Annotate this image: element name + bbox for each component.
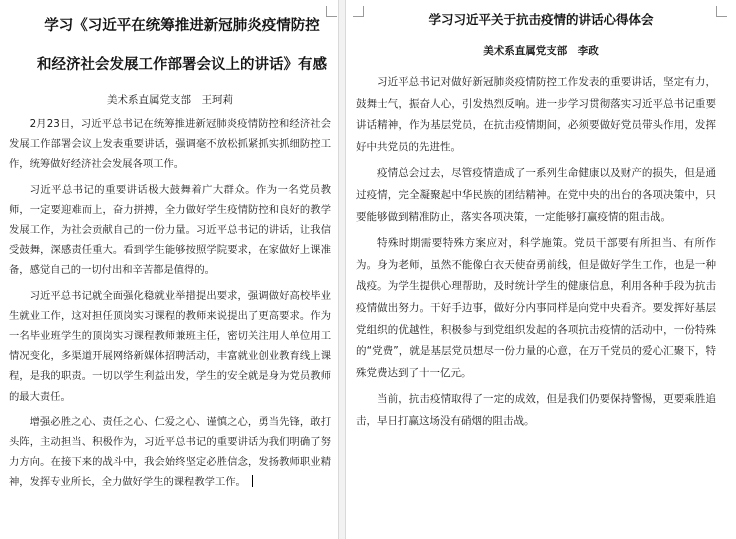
left-paragraph-4-text: 增强必胜之心、责任之心、仁爱之心、谨慎之心，勇当先锋，敢打头阵，主动担当、积极作为，习近平总书记的重要讲话为我们明确了努力方向。在接下来的战斗中，我会始终坚定必胜信念，发扬教师职业精神，发挥专业所长，全力做好学生的课程教学工作。 [9, 415, 331, 489]
left-paragraph-1: 2月23日，习近平总书记在统筹推进新冠肺炎疫情防控和经济社会发展工作部署会议上发表重要讲话，强调毫不放松抓紧抓实抓细防控工作，统筹做好经济社会发展各项工作。 [9, 118, 331, 171]
right-body[interactable] [356, 72, 716, 438]
page-gutter [338, 0, 346, 539]
right-paragraph-3: 特殊时期需要特殊方案应对，科学施策。党员干部要有所担当、有所作为。身为老师，虽然不能像白衣天使奋勇前线，但是做好学生工作，也是一种战疫。为学生提供心理帮助，及时统计学生的健康信息，利用各种手段为抗击疫情做出努力。干好手边事，做好分内事同样是向党中央看齐。要发挥好基层党组织的优越性，积极参与到党组织发起的各项抗击疫情的活动中，一份特殊的“党费”，就是基层党员想尽一份力量的心意，在万千党员的爱心汇聚下，特殊党费达到了十一亿元。 [356, 237, 716, 379]
right-author: 美术系直属党支部 李政 [483, 45, 599, 57]
right-paragraph-4: 当前，抗击疫情取得了一定的成效，但是我们仍要保持警惕，更要乘胜追击，早日打赢这场没有硝烟的阻击战。 [356, 393, 716, 427]
right-paragraph-1: 习近平总书记对做好新冠肺炎疫情防控工作发表的重要讲话，坚定有力，鼓舞士气，振奋人心，引发热烈反响。进一步学习贯彻落实习近平总书记重要讲话精神，作为基层党员，在抗击疫情期间，必须要做好党员带头作用，发挥好中共党员的先进性。 [356, 76, 716, 153]
left-paragraph-2: 习近平总书记的重要讲话极大鼓舞着广大群众。作为一名党员教师，一定要迎难而上，奋力拼搏，全力做好学生疫情防控和良好的教学发展工作，为社会贡献自己的一份力量。习近平总书记的讲话，让我信受鼓舞，深感责任重大。看到学生能够按照学院要求，在家做好上课准备，感觉自己的一切付出和辛苦都是值得的。 [9, 183, 331, 277]
left-title-line-1: 学习《习近平在统筹推进新冠肺炎疫情防控 [44, 17, 320, 34]
left-body[interactable] [9, 114, 331, 498]
left-title-line-2: 和经济社会发展工作部署会议上的讲话》有感 [37, 56, 327, 73]
left-author: 美术系直属党支部 王珂莉 [107, 94, 233, 106]
right-paragraph-2: 疫情总会过去，尽管疫情造成了一系列生命健康以及财产的损失，但是通过疫情，完全凝聚起中华民族的团结精神。在党中央的出台的各项决策中，只要能够做到精准防止，落实各项决策，一定能够打赢疫情的阻击战。 [356, 167, 716, 223]
right-title: 学习习近平关于抗击疫情的讲话心得体会 [428, 12, 654, 27]
text-cursor [252, 475, 253, 487]
left-paragraph-3: 习近平总书记就全面强化稳就业举措提出要求，强调做好高校毕业生就业工作，这对担任顶岗实习课程的教师来说提出了更高要求。作为一名毕业班学生的顶岗实习课程教师兼班主任，密切关注用人单位用工情况变化，多渠道开展网络新媒体招聘活动，丰富就业创业教育线上课程，是我的职责。一切以学生利益出发，学生的安全就是身为党员教师的最大责任。 [9, 289, 331, 403]
left-paragraph-4 [9, 412, 331, 493]
